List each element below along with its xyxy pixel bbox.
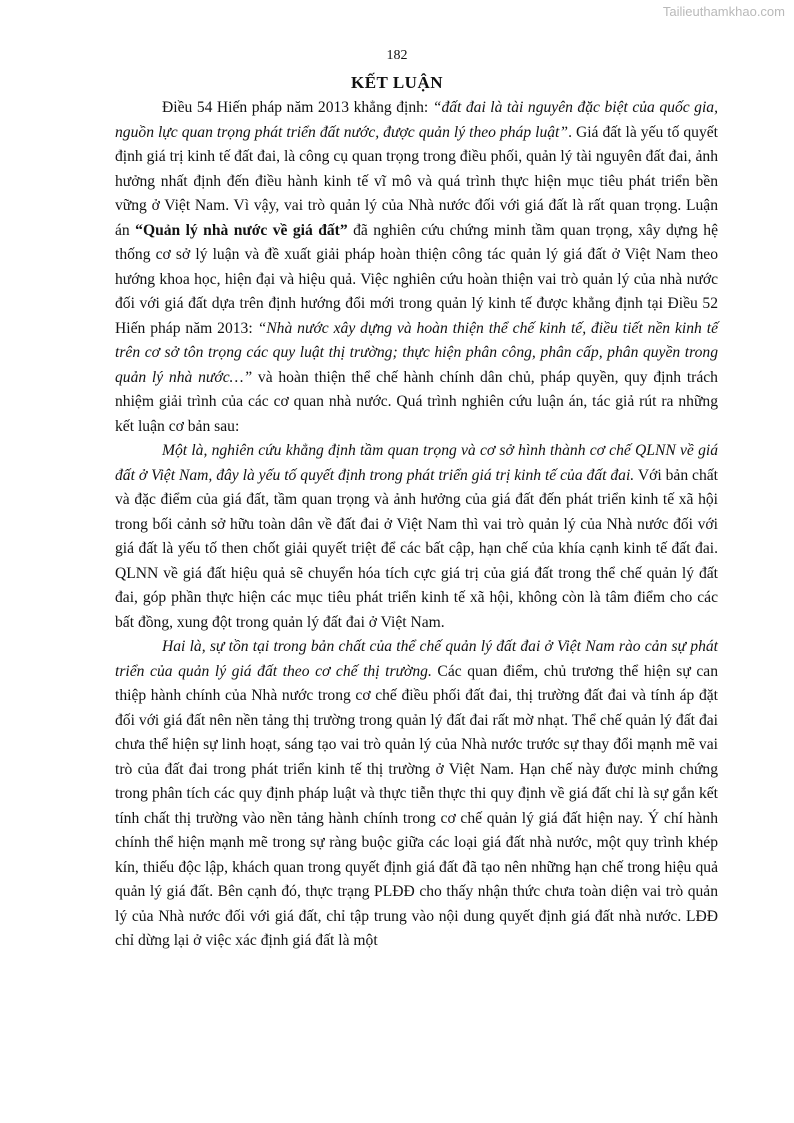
paragraph-conclusion-2: [115, 635, 718, 954]
text-run: Với bản chất và đặc điểm của giá đất, tầm quan trọng và ảnh hưởng của giá đất đến phát triển kinh tế xã hội trong bối cảnh sở hữu toàn dân về đất đai ở Việt Nam thì vai trò quản lý của Nhà nước đối với giá đất là yếu tố then chốt giải quyết triệt để các bất cập, hạn chế của khía cạnh kinh tế đất đai. QLNN về giá đất hiệu quả sẽ chuyển hóa tích cực giá trị của giá đất trong thể chế quản lý đất đai, góp phần thực hiện các mục tiêu phát triển kinh tế xã hội, không còn là tâm điểm cho các bất đồng, xung đột trong quản lý đất đai ở Việt Nam.: [115, 466, 718, 631]
text-run: và hoàn thiện thể chế hành chính dân chủ, pháp quyền, quy định trách nhiệm giải trình của các cơ quan nhà nước. Quá trình nghiên cứu luận án, tác giả rút ra những kết luận cơ bản sau:: [115, 368, 718, 435]
conclusion-2-heading: Hai là, sự tồn tại trong bản chất của thể chế quản lý đất đai ở Việt Nam rào cản sự phát triển của quản lý giá đất theo cơ chế thị trường.: [115, 638, 718, 680]
page-number: 182: [386, 48, 408, 63]
watermark: Tailieuthamkhao.com: [662, 4, 785, 19]
text-run: . Giá đất là yếu tố quyết định giá trị kinh tế đất đai, là công cụ quan trọng trong điều phối, quản lý tài nguyên đất đai, ảnh hưởng nhất định đến điều hành kinh tế vĩ mô và quá trình thực hiện mục tiêu phát triển bền vững ở Việt Nam. Vì vậy, vai trò quản lý của Nhà nước đối với giá đất là rất quan trọng. Luận án: [115, 123, 718, 239]
conclusion-1-heading: Một là, nghiên cứu khẳng định tầm quan trọng và cơ sở hình thành cơ chế QLNN về giá đất ở Việt Nam, đây là yếu tố quyết định trong phát triển giá trị kinh tế của đất đai.: [115, 442, 718, 484]
constitution-quote-art52: “Nhà nước xây dựng và hoàn thiện thể chế kinh tế, điều tiết nền kinh tế trên cơ sở tôn trọng các quy luật thị trường; thực hiện phân công, phân cấp, phân quyền trong quản lý nhà nước…”: [115, 319, 718, 386]
paragraph-conclusion-1: [115, 439, 718, 635]
text-run: Điều 54 Hiến pháp năm 2013 khẳng định:: [162, 99, 433, 116]
text-run: đã nghiên cứu chứng minh tầm quan trọng, xây dựng hệ thống cơ sở lý luận và đề xuất giải pháp hoàn thiện công tác quản lý giá đất ở Việt Nam theo hướng khoa học, hiện đại và hiệu quả. Việc nghiên cứu hoàn thiện vai trò quản lý của nhà nước đối với giá đất dựa trên định hướng đổi mới trong quản lý kinh tế được khẳng định tại Điều 52 Hiến pháp năm 2013:: [115, 221, 718, 337]
page-title: KẾT LUẬN: [350, 73, 443, 92]
text-run: Các quan điểm, chủ trương thể hiện sự can thiệp hành chính của Nhà nước trong cơ chế điều phối đất đai, thị trường đất đai và tính áp đặt đối với giá đất nên nền tảng thị trường trong quản lý đất đai rất mờ nhạt. Thể chế quản lý đất đai chưa thể hiện sự linh hoạt, sáng tạo vai trò quản lý của Nhà nước trước sự thay đổi mạnh mẽ vai trò của đất đai trong phát triển kinh tế thị trường ở Việt Nam. Hạn chế này được minh chứng trong phân tích các quy định pháp luật và thực tiễn thực thi quy định về giá đất chỉ là sự gắn kết tính chất thị trường vào nền tảng hành chính trong cơ chế quản lý giá đất hiện nay. Ý chí hành chính thể hiện mạnh mẽ trong sự ràng buộc giữa các loại giá đất nhà nước, một quy trình khép kín, thiếu độc lập, khách quan trong quyết định giá đất đã tạo nên những hạn chế trong hiệu quả quản lý giá đất. Bên cạnh đó, thực trạng PLĐĐ cho thấy nhận thức chưa toàn diện vai trò quản lý của Nhà nước đối với giá đất, chỉ tập trung vào nội dung quyết định giá đất nhà nước. LĐĐ chỉ dừng lại ở việc xác định giá đất là một: [115, 662, 718, 949]
paragraph-intro: [115, 96, 718, 439]
thesis-title: “Quản lý nhà nước về giá đất”: [135, 221, 348, 239]
document-body: [115, 96, 718, 954]
constitution-quote-art54: “đất đai là tài nguyên đặc biệt của quốc gia, nguồn lực quan trọng phát triển đất nước, được quản lý theo pháp luật”: [115, 99, 718, 141]
